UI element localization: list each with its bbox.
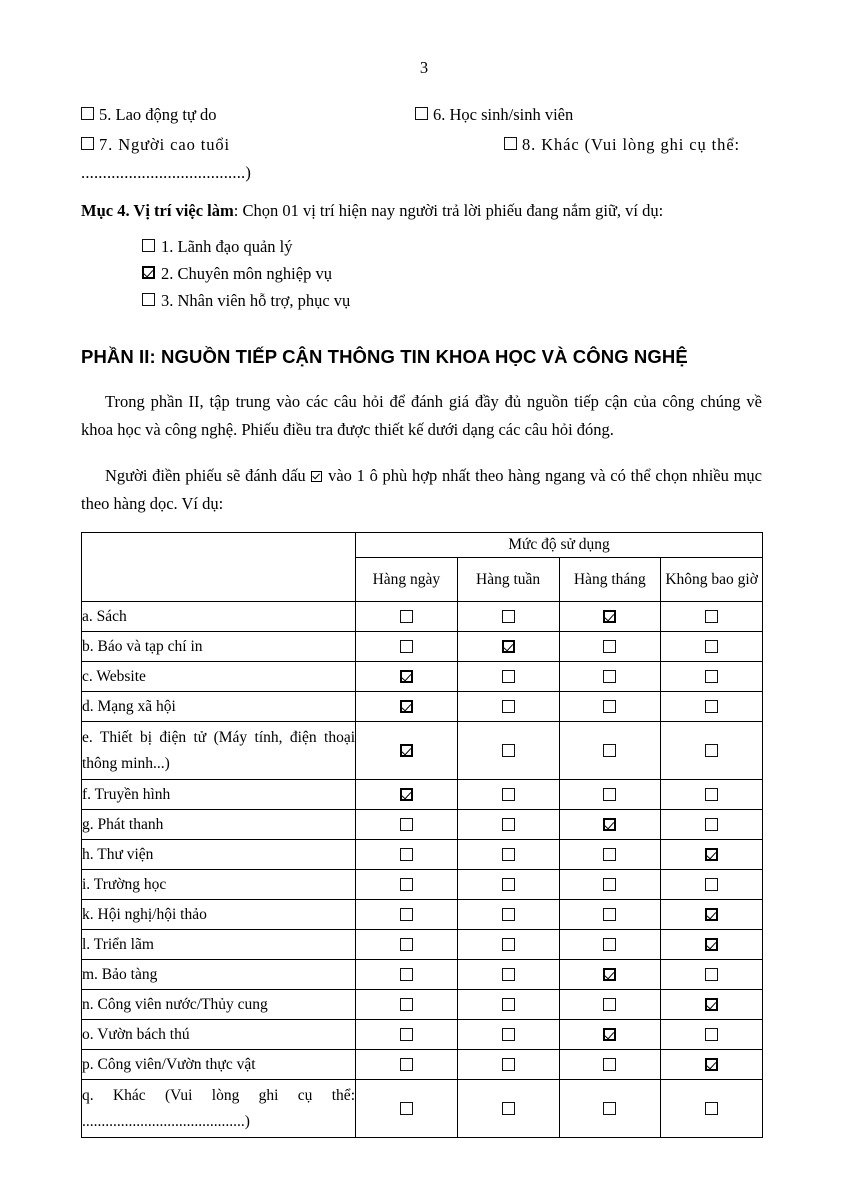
checkbox-wrapper xyxy=(356,1058,457,1071)
checkbox-unchecked-icon[interactable] xyxy=(705,788,718,801)
checkbox-unchecked-icon[interactable] xyxy=(142,239,155,252)
checkbox-unchecked-icon[interactable] xyxy=(400,878,413,891)
table-row xyxy=(82,602,763,632)
checkbox-unchecked-icon[interactable] xyxy=(705,700,718,713)
survey-row-label: b. Báo và tạp chí in xyxy=(82,632,356,662)
occupation-option-8[interactable] xyxy=(504,130,740,160)
survey-choice-cell[interactable] xyxy=(559,662,661,692)
checkbox-unchecked-icon[interactable] xyxy=(603,938,616,951)
part2-paragraph-2-before: Người điền phiếu sẽ đánh dấu xyxy=(105,466,306,485)
survey-choice-cell[interactable] xyxy=(559,1080,661,1138)
checkbox-unchecked-icon[interactable] xyxy=(603,998,616,1011)
survey-row-label: p. Công viên/Vườn thực vật xyxy=(82,1050,356,1080)
checkbox-unchecked-icon[interactable] xyxy=(502,908,515,921)
survey-choice-cell[interactable] xyxy=(559,722,661,780)
checkbox-wrapper xyxy=(458,998,559,1011)
table-row xyxy=(82,780,763,810)
table-row xyxy=(82,632,763,662)
survey-table-group-header-row xyxy=(82,533,763,558)
checkbox-wrapper xyxy=(661,744,762,757)
checkbox-unchecked-icon[interactable] xyxy=(603,1058,616,1071)
occupation-options-group xyxy=(81,100,762,186)
checkbox-checked-icon[interactable] xyxy=(705,998,718,1011)
survey-choice-cell[interactable] xyxy=(457,662,559,692)
occupation-option-8-fill-in-line[interactable]: ......................................) xyxy=(81,163,252,182)
checkbox-wrapper xyxy=(458,938,559,951)
checkbox-wrapper xyxy=(560,670,661,683)
checkbox-unchecked-icon[interactable] xyxy=(603,788,616,801)
survey-table-column-header-weekly: Hàng tuần xyxy=(457,558,559,602)
checkbox-unchecked-icon[interactable] xyxy=(502,1028,515,1041)
survey-row-label: q. Khác (Vui lòng ghi cụ thể: ..........................................) xyxy=(82,1080,356,1138)
checkbox-unchecked-icon[interactable] xyxy=(502,938,515,951)
checkbox-wrapper xyxy=(560,998,661,1011)
table-row xyxy=(82,960,763,990)
checkbox-unchecked-icon[interactable] xyxy=(603,878,616,891)
muc4-section xyxy=(81,198,762,314)
checkbox-wrapper xyxy=(458,1028,559,1041)
checkbox-wrapper xyxy=(458,640,559,653)
checkbox-wrapper xyxy=(560,1058,661,1071)
survey-choice-cell[interactable] xyxy=(559,1020,661,1050)
checkbox-unchecked-icon[interactable] xyxy=(415,107,428,120)
survey-table-item-header xyxy=(82,533,356,602)
survey-table-column-header-never: Không bao giờ xyxy=(661,558,763,602)
muc4-option-3-label: 3. Nhân viên hỗ trợ, phục vụ xyxy=(161,291,351,310)
checkbox-unchecked-icon[interactable] xyxy=(400,908,413,921)
checkbox-wrapper xyxy=(458,1102,559,1115)
survey-table-column-header-daily: Hàng ngày xyxy=(356,558,458,602)
checkbox-wrapper xyxy=(661,848,762,861)
survey-choice-cell[interactable] xyxy=(559,900,661,930)
survey-choice-cell[interactable] xyxy=(661,1080,763,1138)
survey-row-label: f. Truyền hình xyxy=(82,780,356,810)
checkbox-wrapper xyxy=(560,878,661,891)
checkbox-wrapper xyxy=(458,818,559,831)
checkbox-unchecked-icon[interactable] xyxy=(400,998,413,1011)
survey-table-column-header-monthly: Hàng tháng xyxy=(559,558,661,602)
occupation-options-row-2 xyxy=(81,130,762,160)
checkbox-wrapper xyxy=(560,968,661,981)
checkbox-wrapper xyxy=(661,670,762,683)
checkbox-wrapper xyxy=(661,640,762,653)
checkbox-checked-icon[interactable] xyxy=(705,938,718,951)
checkbox-wrapper xyxy=(458,744,559,757)
survey-choice-cell[interactable] xyxy=(356,810,458,840)
checkbox-unchecked-icon[interactable] xyxy=(502,788,515,801)
survey-row-label: k. Hội nghị/hội thảo xyxy=(82,900,356,930)
checkbox-wrapper xyxy=(661,878,762,891)
checkbox-wrapper xyxy=(560,610,661,623)
survey-choice-cell[interactable] xyxy=(457,870,559,900)
table-row xyxy=(82,930,763,960)
checkbox-checked-icon[interactable] xyxy=(142,266,155,279)
survey-choice-cell[interactable] xyxy=(661,810,763,840)
page-content xyxy=(81,100,762,1138)
checkbox-wrapper xyxy=(661,610,762,623)
checkbox-unchecked-icon[interactable] xyxy=(603,1102,616,1115)
survey-choice-cell[interactable] xyxy=(559,1050,661,1080)
survey-choice-cell[interactable] xyxy=(559,810,661,840)
checkbox-unchecked-icon[interactable] xyxy=(81,107,94,120)
checkbox-wrapper xyxy=(560,1102,661,1115)
checkbox-unchecked-icon[interactable] xyxy=(603,700,616,713)
checkbox-unchecked-icon[interactable] xyxy=(705,1028,718,1041)
muc4-prompt-rest: : Chọn 01 vị trí hiện nay người trả lời phiếu đang nắm giữ, ví dụ: xyxy=(233,201,664,220)
occupation-option-5-label: 5. Lao động tự do xyxy=(99,105,217,124)
survey-choice-cell[interactable] xyxy=(661,990,763,1020)
checkbox-unchecked-icon[interactable] xyxy=(705,744,718,757)
checkbox-checked-icon[interactable] xyxy=(603,968,616,981)
part2-heading: PHẦN II: NGUỒN TIẾP CẬN THÔNG TIN KHOA HỌC VÀ CÔNG NGHỆ xyxy=(81,346,688,367)
survey-choice-cell[interactable] xyxy=(356,930,458,960)
table-row xyxy=(82,1020,763,1050)
survey-choice-cell[interactable] xyxy=(559,602,661,632)
checkbox-unchecked-icon[interactable] xyxy=(603,640,616,653)
checkbox-unchecked-icon[interactable] xyxy=(502,1102,515,1115)
checkbox-unchecked-icon[interactable] xyxy=(705,818,718,831)
checkbox-wrapper xyxy=(356,640,457,653)
survey-row-label: e. Thiết bị điện tử (Máy tính, điện thoại thông minh...) xyxy=(82,722,356,780)
survey-choice-cell[interactable] xyxy=(457,1080,559,1138)
checkbox-unchecked-icon[interactable] xyxy=(705,878,718,891)
part2-paragraph-2 xyxy=(81,462,762,518)
muc4-prompt xyxy=(81,198,762,224)
survey-choice-cell[interactable] xyxy=(356,870,458,900)
survey-choice-cell[interactable] xyxy=(457,780,559,810)
survey-choice-cell[interactable] xyxy=(661,692,763,722)
survey-choice-cell[interactable] xyxy=(457,632,559,662)
checkbox-unchecked-icon[interactable] xyxy=(502,968,515,981)
checkbox-checked-icon[interactable] xyxy=(603,610,616,623)
survey-choice-cell[interactable] xyxy=(457,900,559,930)
checkbox-wrapper xyxy=(661,788,762,801)
checkbox-checked-icon[interactable] xyxy=(603,818,616,831)
checkbox-wrapper xyxy=(356,1102,457,1115)
survey-choice-cell[interactable] xyxy=(559,870,661,900)
part2-paragraph-2-after: vào 1 ô phù hợp nhất theo hàng ngang và có thể chọn nhiều mục theo hàng dọc. Ví dụ: xyxy=(81,466,762,513)
checkbox-wrapper xyxy=(661,998,762,1011)
checkbox-wrapper xyxy=(560,700,661,713)
survey-choice-cell[interactable] xyxy=(457,840,559,870)
checkbox-wrapper xyxy=(356,968,457,981)
checkbox-wrapper xyxy=(560,640,661,653)
survey-choice-cell[interactable] xyxy=(356,632,458,662)
checkbox-checked-icon[interactable] xyxy=(705,908,718,921)
survey-choice-cell[interactable] xyxy=(356,1080,458,1138)
checkbox-unchecked-icon[interactable] xyxy=(502,848,515,861)
survey-choice-cell[interactable] xyxy=(356,840,458,870)
survey-row-label: l. Triển lãm xyxy=(82,930,356,960)
muc4-option-2[interactable] xyxy=(142,260,762,287)
survey-table-wrapper xyxy=(81,532,762,1138)
occupation-option-5[interactable] xyxy=(81,100,217,130)
survey-choice-cell[interactable] xyxy=(356,602,458,632)
checkbox-wrapper xyxy=(458,788,559,801)
survey-choice-cell[interactable] xyxy=(559,780,661,810)
survey-choice-cell[interactable] xyxy=(356,990,458,1020)
survey-table-group-header: Mức độ sử dụng xyxy=(356,533,763,558)
table-row xyxy=(82,900,763,930)
survey-row-label: d. Mạng xã hội xyxy=(82,692,356,722)
checkbox-unchecked-icon[interactable] xyxy=(705,670,718,683)
checkbox-unchecked-icon[interactable] xyxy=(142,293,155,306)
part2-paragraph-1: Trong phần II, tập trung vào các câu hỏi để đánh giá đầy đủ nguồn tiếp cận của công chúng về khoa học và công nghệ. Phiếu điều tra được thiết kế dưới dạng các câu hỏi đóng. xyxy=(81,392,762,439)
checkbox-unchecked-icon[interactable] xyxy=(502,878,515,891)
checkbox-checked-icon[interactable] xyxy=(502,640,515,653)
checkbox-checked-icon[interactable] xyxy=(603,1028,616,1041)
checkbox-unchecked-icon[interactable] xyxy=(400,968,413,981)
checkbox-wrapper xyxy=(356,938,457,951)
checkbox-wrapper xyxy=(458,908,559,921)
checkbox-unchecked-icon[interactable] xyxy=(81,137,94,150)
survey-row-label: a. Sách xyxy=(82,602,356,632)
checkbox-unchecked-icon[interactable] xyxy=(502,610,515,623)
checkbox-unchecked-icon[interactable] xyxy=(705,968,718,981)
checkbox-wrapper xyxy=(560,1028,661,1041)
checkbox-wrapper xyxy=(661,938,762,951)
checkbox-wrapper xyxy=(661,968,762,981)
survey-choice-cell[interactable] xyxy=(661,900,763,930)
survey-choice-cell[interactable] xyxy=(356,1020,458,1050)
checkbox-checked-icon[interactable] xyxy=(400,670,413,683)
checkbox-unchecked-icon[interactable] xyxy=(400,818,413,831)
survey-row-label: m. Bảo tàng xyxy=(82,960,356,990)
checkbox-unchecked-icon[interactable] xyxy=(504,137,517,150)
checkbox-wrapper xyxy=(661,908,762,921)
survey-choice-cell[interactable] xyxy=(661,870,763,900)
survey-choice-cell[interactable] xyxy=(559,692,661,722)
checkbox-unchecked-icon[interactable] xyxy=(502,744,515,757)
occupation-option-8-label: 8. Khác (Vui lòng ghi cụ thể: xyxy=(522,135,741,154)
survey-choice-cell[interactable] xyxy=(457,960,559,990)
survey-table-body xyxy=(82,602,763,1138)
survey-choice-cell[interactable] xyxy=(661,602,763,632)
table-row xyxy=(82,990,763,1020)
checkbox-wrapper xyxy=(356,878,457,891)
checkbox-wrapper xyxy=(661,1028,762,1041)
checkbox-unchecked-icon[interactable] xyxy=(400,610,413,623)
checkbox-wrapper xyxy=(458,610,559,623)
survey-choice-cell[interactable] xyxy=(457,722,559,780)
checkbox-unchecked-icon[interactable] xyxy=(705,1102,718,1115)
survey-choice-cell[interactable] xyxy=(661,780,763,810)
checkbox-checked-icon xyxy=(311,471,322,482)
checkbox-unchecked-icon[interactable] xyxy=(603,908,616,921)
survey-choice-cell[interactable] xyxy=(559,960,661,990)
checkbox-wrapper xyxy=(458,968,559,981)
survey-choice-cell[interactable] xyxy=(661,722,763,780)
checkbox-unchecked-icon[interactable] xyxy=(603,848,616,861)
occupation-option-6-label: 6. Học sinh/sinh viên xyxy=(433,105,574,124)
survey-choice-cell[interactable] xyxy=(661,840,763,870)
table-row xyxy=(82,810,763,840)
occupation-option-7-label: 7. Người cao tuổi xyxy=(99,135,231,154)
checkbox-wrapper xyxy=(560,744,661,757)
survey-choice-cell[interactable] xyxy=(661,632,763,662)
checkbox-wrapper xyxy=(560,908,661,921)
survey-choice-cell[interactable] xyxy=(661,662,763,692)
survey-row-label: h. Thư viện xyxy=(82,840,356,870)
survey-choice-cell[interactable] xyxy=(457,1050,559,1080)
checkbox-unchecked-icon[interactable] xyxy=(400,640,413,653)
checkbox-unchecked-icon[interactable] xyxy=(705,640,718,653)
checkbox-unchecked-icon[interactable] xyxy=(502,700,515,713)
checkbox-unchecked-icon[interactable] xyxy=(400,938,413,951)
checkbox-wrapper xyxy=(661,1102,762,1115)
survey-choice-cell[interactable] xyxy=(559,990,661,1020)
survey-choice-cell[interactable] xyxy=(457,602,559,632)
table-row xyxy=(82,722,763,780)
survey-choice-cell[interactable] xyxy=(457,1020,559,1050)
checkbox-checked-icon[interactable] xyxy=(400,788,413,801)
survey-choice-cell[interactable] xyxy=(356,1050,458,1080)
muc4-prompt-bold: Mục 4. Vị trí việc làm xyxy=(81,201,234,220)
survey-choice-cell[interactable] xyxy=(356,900,458,930)
checkbox-wrapper xyxy=(458,1058,559,1071)
checkbox-wrapper xyxy=(356,848,457,861)
checkbox-unchecked-icon[interactable] xyxy=(502,998,515,1011)
checkbox-unchecked-icon[interactable] xyxy=(400,1058,413,1071)
survey-choice-cell[interactable] xyxy=(661,930,763,960)
checkbox-wrapper xyxy=(356,744,457,757)
checkbox-wrapper xyxy=(458,848,559,861)
survey-choice-cell[interactable] xyxy=(356,960,458,990)
checkbox-unchecked-icon[interactable] xyxy=(603,670,616,683)
table-row xyxy=(82,662,763,692)
checkbox-wrapper xyxy=(356,1028,457,1041)
checkbox-unchecked-icon[interactable] xyxy=(603,744,616,757)
survey-choice-cell[interactable] xyxy=(356,662,458,692)
checkbox-wrapper xyxy=(560,938,661,951)
survey-table xyxy=(81,532,763,1138)
checkbox-wrapper xyxy=(458,700,559,713)
checkbox-checked-icon[interactable] xyxy=(400,700,413,713)
checkbox-wrapper xyxy=(661,818,762,831)
checkbox-wrapper xyxy=(356,788,457,801)
survey-choice-cell[interactable] xyxy=(661,960,763,990)
checkbox-unchecked-icon[interactable] xyxy=(502,1058,515,1071)
survey-row-label: o. Vườn bách thú xyxy=(82,1020,356,1050)
checkbox-unchecked-icon[interactable] xyxy=(400,1102,413,1115)
survey-row-label: n. Công viên nước/Thủy cung xyxy=(82,990,356,1020)
table-row xyxy=(82,692,763,722)
checkbox-wrapper xyxy=(356,670,457,683)
survey-choice-cell[interactable] xyxy=(457,810,559,840)
table-row xyxy=(82,1050,763,1080)
muc4-option-2-label: 2. Chuyên môn nghiệp vụ xyxy=(161,264,332,283)
checkbox-unchecked-icon[interactable] xyxy=(400,848,413,861)
survey-table-head xyxy=(82,533,763,602)
survey-row-label: c. Website xyxy=(82,662,356,692)
page-number: 3 xyxy=(419,58,429,77)
checkbox-wrapper xyxy=(560,788,661,801)
checkbox-wrapper xyxy=(560,818,661,831)
checkbox-wrapper xyxy=(661,700,762,713)
survey-choice-cell[interactable] xyxy=(661,1050,763,1080)
checkbox-checked-icon[interactable] xyxy=(400,744,413,757)
checkbox-checked-icon[interactable] xyxy=(705,848,718,861)
survey-choice-cell[interactable] xyxy=(559,840,661,870)
survey-choice-cell[interactable] xyxy=(559,930,661,960)
checkbox-wrapper xyxy=(458,878,559,891)
survey-choice-cell[interactable] xyxy=(356,780,458,810)
checkbox-wrapper xyxy=(356,908,457,921)
checkbox-wrapper xyxy=(560,848,661,861)
survey-choice-cell[interactable] xyxy=(356,692,458,722)
survey-choice-cell[interactable] xyxy=(356,722,458,780)
checkbox-checked-icon[interactable] xyxy=(705,1058,718,1071)
checkbox-unchecked-icon[interactable] xyxy=(502,818,515,831)
survey-choice-cell[interactable] xyxy=(559,632,661,662)
checkbox-wrapper xyxy=(661,1058,762,1071)
table-row xyxy=(82,1080,763,1138)
checkbox-wrapper xyxy=(356,998,457,1011)
survey-choice-cell[interactable] xyxy=(457,990,559,1020)
muc4-option-1[interactable] xyxy=(142,233,762,260)
survey-row-label: g. Phát thanh xyxy=(82,810,356,840)
survey-choice-cell[interactable] xyxy=(661,1020,763,1050)
occupation-option-6[interactable] xyxy=(415,100,573,130)
muc4-option-1-label: 1. Lãnh đạo quản lý xyxy=(161,237,293,256)
checkbox-unchecked-icon[interactable] xyxy=(705,610,718,623)
checkbox-wrapper xyxy=(458,670,559,683)
survey-choice-cell[interactable] xyxy=(457,930,559,960)
checkbox-wrapper xyxy=(356,700,457,713)
checkbox-wrapper xyxy=(356,610,457,623)
survey-choice-cell[interactable] xyxy=(457,692,559,722)
checkbox-unchecked-icon[interactable] xyxy=(502,670,515,683)
checkbox-wrapper xyxy=(356,818,457,831)
occupation-options-row-1 xyxy=(81,100,762,130)
table-row xyxy=(82,870,763,900)
occupation-option-7[interactable] xyxy=(81,130,230,160)
muc4-option-3[interactable] xyxy=(142,287,762,314)
survey-row-label: i. Trường học xyxy=(82,870,356,900)
table-row xyxy=(82,840,763,870)
muc4-options-list xyxy=(142,233,762,314)
checkbox-unchecked-icon[interactable] xyxy=(400,1028,413,1041)
